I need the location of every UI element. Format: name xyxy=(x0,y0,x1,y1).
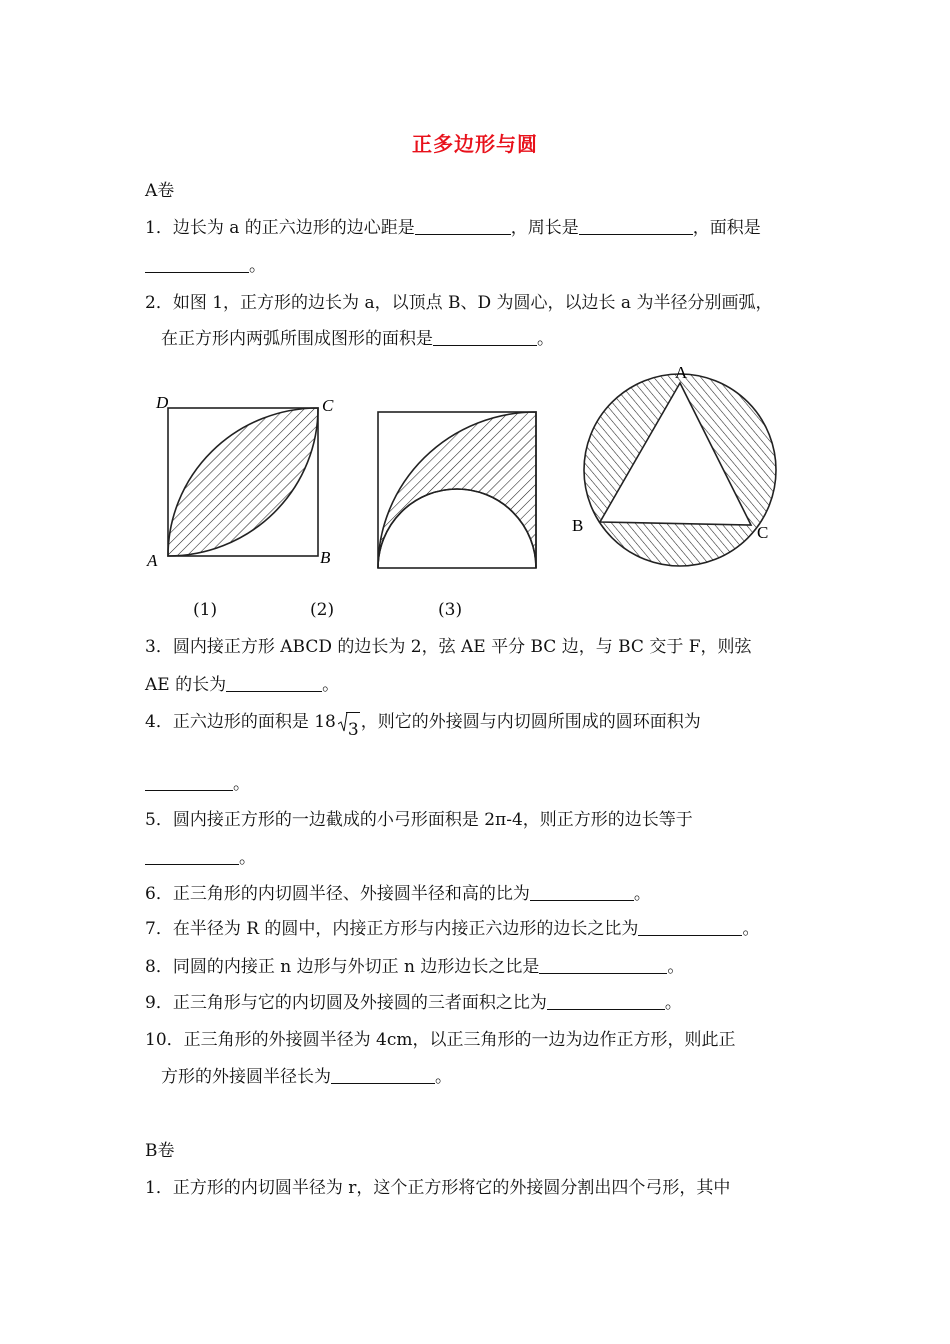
label-b: B xyxy=(572,516,584,535)
section-b-heading: B卷 xyxy=(145,1141,175,1161)
figure-1 xyxy=(146,393,334,570)
shaded-region xyxy=(378,412,536,568)
lens-region xyxy=(168,408,318,556)
question-2-cont: 在正方形内两弧所围成图形的面积是 。 xyxy=(161,329,554,349)
answer-blank[interactable] xyxy=(226,673,322,692)
question-b1: 1．正方形的内切圆半径为 r，这个正方形将它的外接圆分割出四个弓形，其中 xyxy=(145,1178,731,1198)
section-a-heading: A卷 xyxy=(145,181,175,201)
label-a: A xyxy=(147,551,158,570)
answer-blank[interactable] xyxy=(145,772,233,791)
answer-blank[interactable] xyxy=(547,991,665,1010)
figure-3-caption: (3) xyxy=(438,600,463,620)
answer-blank[interactable] xyxy=(579,216,693,235)
question-4: 4．正六边形的面积是 18 3 ，则它的外接圆与内切圆所围成的圆环面积为 xyxy=(145,712,701,740)
question-2: 2．如图 1，正方形的边长为 a，以顶点 B、D 为圆心，以边长 a 为半径分别画弧， xyxy=(145,293,773,313)
question-1: 1．边长为 a 的正六边形的边心距是 ，周长是 ，面积是 xyxy=(145,218,761,238)
question-8: 8．同圆的内接正 n 边形与外切正 n 边形边长之比是 。 xyxy=(145,957,685,977)
question-3-cont: AE 的长为 。 xyxy=(145,675,340,695)
figure-1-caption: (1) xyxy=(193,600,218,620)
figure-3 xyxy=(572,363,776,566)
page-title: 正多边形与圆 xyxy=(412,132,538,156)
label-b: B xyxy=(320,548,331,567)
label-a: A xyxy=(675,363,688,382)
answer-blank[interactable] xyxy=(145,254,249,273)
question-6: 6．正三角形的内切圆半径、外接圆半径和高的比为 。 xyxy=(145,884,651,904)
question-9: 9．正三角形与它的内切圆及外接圆的三者面积之比为 。 xyxy=(145,993,682,1013)
answer-blank[interactable] xyxy=(530,882,634,901)
figure-2-caption: (2) xyxy=(310,600,335,620)
question-10-cont: 方形的外接圆半径长为 。 xyxy=(161,1067,452,1087)
answer-blank[interactable] xyxy=(331,1065,435,1084)
question-1-cont: 。 xyxy=(145,254,266,278)
answer-blank[interactable] xyxy=(145,846,239,865)
answer-blank[interactable] xyxy=(638,917,742,936)
answer-blank[interactable] xyxy=(415,216,511,235)
label-c: C xyxy=(757,523,769,542)
label-c: C xyxy=(322,396,334,415)
radical-sign xyxy=(338,712,348,732)
answer-blank[interactable] xyxy=(539,955,667,974)
answer-blank[interactable] xyxy=(433,327,537,346)
question-5-cont: 。 xyxy=(145,846,256,870)
sqrt-symbol: 3 xyxy=(338,710,359,734)
question-7: 7．在半径为 R 的圆中，内接正方形与内接正六边形的边长之比为 。 xyxy=(145,919,760,939)
label-d: D xyxy=(156,393,169,412)
question-4-cont: 。 xyxy=(145,772,250,796)
figure-2 xyxy=(378,412,536,568)
question-10: 10．正三角形的外接圆半径为 4cm，以正三角形的一边为边作正方形，则此正 xyxy=(145,1030,736,1050)
figures-diagram xyxy=(140,358,820,578)
question-5: 5．圆内接正方形的一边截成的小弓形面积是 2π-4，则正方形的边长等于 xyxy=(145,810,693,830)
question-3: 3．圆内接正方形 ABCD 的边长为 2，弦 AE 平分 BC 边，与 BC 交于 F，则弦 xyxy=(145,637,752,657)
